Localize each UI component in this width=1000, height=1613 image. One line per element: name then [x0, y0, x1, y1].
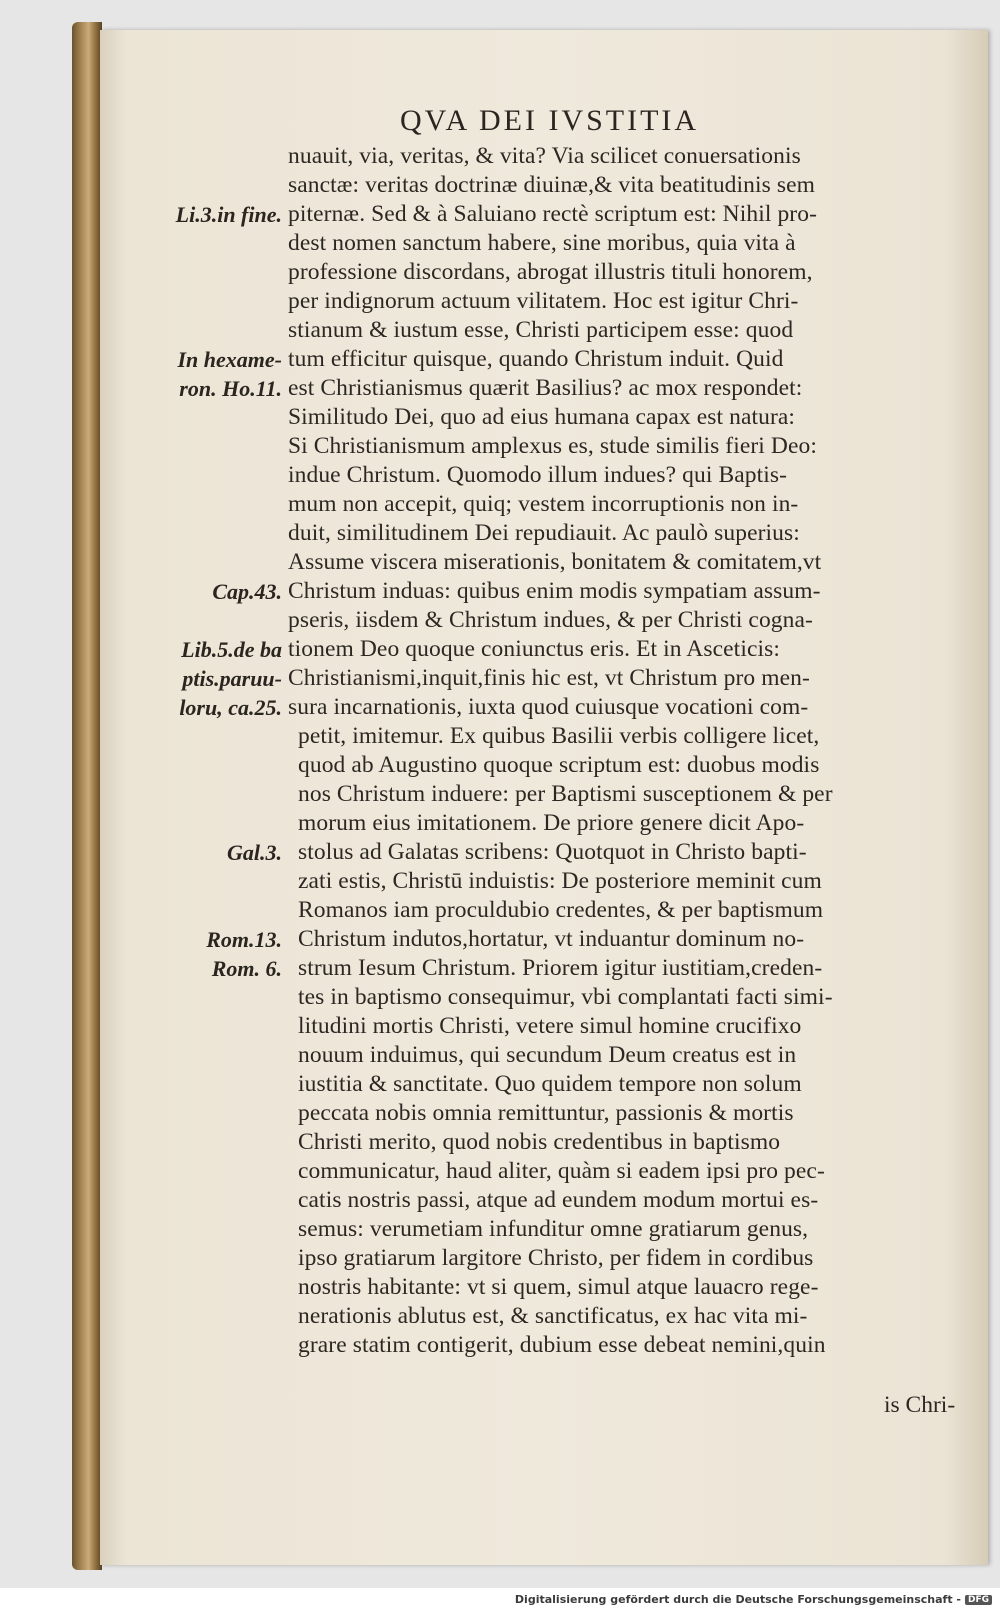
- text-line: zati estis, Christū induistis: De posteriore meminit cum: [298, 868, 822, 894]
- margin-note: Cap.43.: [212, 579, 282, 604]
- text-line: ipso gratiarum largitore Christo, per fidem in cordibus: [298, 1245, 814, 1271]
- footer-text: Digitalisierung gefördert durch die Deutsche Forschungsgemeinschaft -: [514, 1593, 961, 1606]
- text-line: Christi merito, quod nobis credentibus in baptismo: [298, 1129, 781, 1155]
- text-line: stianum & iustum esse, Christi participem esse: quod: [288, 317, 794, 343]
- text-line: litudini mortis Christi, vetere simul homine crucifixo: [298, 1013, 802, 1039]
- text-line: tes in baptismo consequimur, vbi complantati facti simi-: [298, 984, 833, 1010]
- text-line: Christum induas: quibus enim modis sympatiam assum-: [288, 578, 821, 604]
- text-line: Assume viscera miserationis, bonitatem & comitatem,vt: [288, 549, 822, 575]
- margin-note: loru, ca.25.: [179, 695, 282, 720]
- margin-note: Li.3.in fine.: [175, 202, 282, 227]
- text-line: sura incarnationis, iuxta quod cuiusque vocationi com-: [288, 694, 809, 720]
- text-line: mum non accepit, quiq; vestem incorruptionis non in-: [288, 491, 799, 517]
- text-line: nos Christum induere: per Baptismi susceptionem & per: [298, 781, 833, 807]
- text-line: professione discordans, abrogat illustris tituli honorem,: [288, 259, 813, 285]
- margin-note: Rom. 6.: [211, 956, 282, 981]
- margin-note: Rom.13.: [206, 927, 282, 952]
- margin-note: In hexame-: [177, 347, 282, 372]
- text-line: nerationis ablutus est, & sanctificatus, ex hac vita mi-: [298, 1303, 808, 1329]
- catchword: is Chri-: [884, 1392, 956, 1418]
- text-line: petit, imitemur. Ex quibus Basilii verbis colligere licet,: [298, 723, 820, 749]
- text-line: strum Iesum Christum. Priorem igitur iustitiam,creden-: [298, 955, 823, 981]
- text-line: peccata nobis omnia remittuntur, passionis & mortis: [298, 1100, 794, 1126]
- text-line: pseris, iisdem & Christum indues, & per Christi cogna-: [288, 607, 813, 633]
- text-line: dest nomen sanctum habere, sine moribus, quia vita à: [288, 230, 796, 256]
- text-line: quod ab Augustino quoque scriptum est: duobus modis: [298, 752, 820, 778]
- text-line: Christum indutos,hortatur, vt induantur dominum no-: [298, 926, 805, 952]
- text-line: est Christianismus quærit Basilius? ac mox respondet:: [288, 375, 803, 401]
- text-line: indue Christum. Quomodo illum indues? qui Baptis-: [288, 462, 788, 488]
- text-line: catis nostris passi, atque ad eundem modum mortui es-: [298, 1187, 819, 1213]
- text-line: sanctæ: veritas doctrinæ diuinæ,& vita beatitudinis sem: [288, 172, 815, 198]
- dfg-logo-icon: DFG: [965, 1595, 992, 1605]
- text-line: communicatur, haud aliter, quàm si eadem ipsi pro pec-: [298, 1158, 825, 1184]
- text-line: grare statim contigerit, dubium esse debeat nemini,quin: [298, 1332, 826, 1358]
- text-line: nuauit, via, veritas, & vita? Via scilicet conuersationis: [288, 143, 801, 169]
- margin-note: ron. Ho.11.: [179, 376, 282, 401]
- margin-note: Lib.5.de ba: [181, 637, 282, 662]
- text-line: Christianismi,inquit,finis hic est, vt Christum pro men-: [288, 665, 810, 691]
- running-head: QVA DEI IVSTITIA: [400, 104, 700, 137]
- text-line: tionem Deo quoque coniunctus eris. Et in Asceticis:: [288, 636, 780, 662]
- text-line: per indignorum actuum vilitatem. Hoc est igitur Chri-: [288, 288, 799, 314]
- margin-note: ptis.paruu-: [182, 666, 282, 691]
- text-line: tum efficitur quisque, quando Christum induit. Quid: [288, 346, 784, 372]
- text-line: Similitudo Dei, quo ad eius humana capax est natura:: [288, 404, 796, 430]
- text-line: stolus ad Galatas scribens: Quotquot in Christo bapti-: [298, 839, 807, 865]
- text-line: piternæ. Sed & à Saluiano rectè scriptum est: Nihil pro-: [288, 201, 818, 227]
- margin-note: Gal.3.: [227, 840, 282, 865]
- text-line: iustitia & sanctitate. Quo quidem tempore non solum: [298, 1071, 802, 1097]
- text-line: nostris habitante: vt si quem, simul atque lauacro rege-: [298, 1274, 819, 1300]
- book-fore-edge: [72, 22, 102, 1570]
- text-line: nouum induimus, qui secundum Deum creatus est in: [298, 1042, 797, 1068]
- digitization-footer: [515, 1593, 992, 1606]
- text-line: morum eius imitationem. De priore genere dicit Apo-: [298, 810, 805, 836]
- text-line: duit, similitudinem Dei repudiauit. Ac paulò superius:: [288, 520, 800, 546]
- text-line: Romanos iam proculdubio credentes, & per baptismum: [298, 897, 824, 923]
- text-line: semus: verumetiam infunditur omne gratiarum genus,: [298, 1216, 809, 1242]
- text-line: Si Christianismum amplexus es, stude similis fieri Deo:: [288, 433, 817, 459]
